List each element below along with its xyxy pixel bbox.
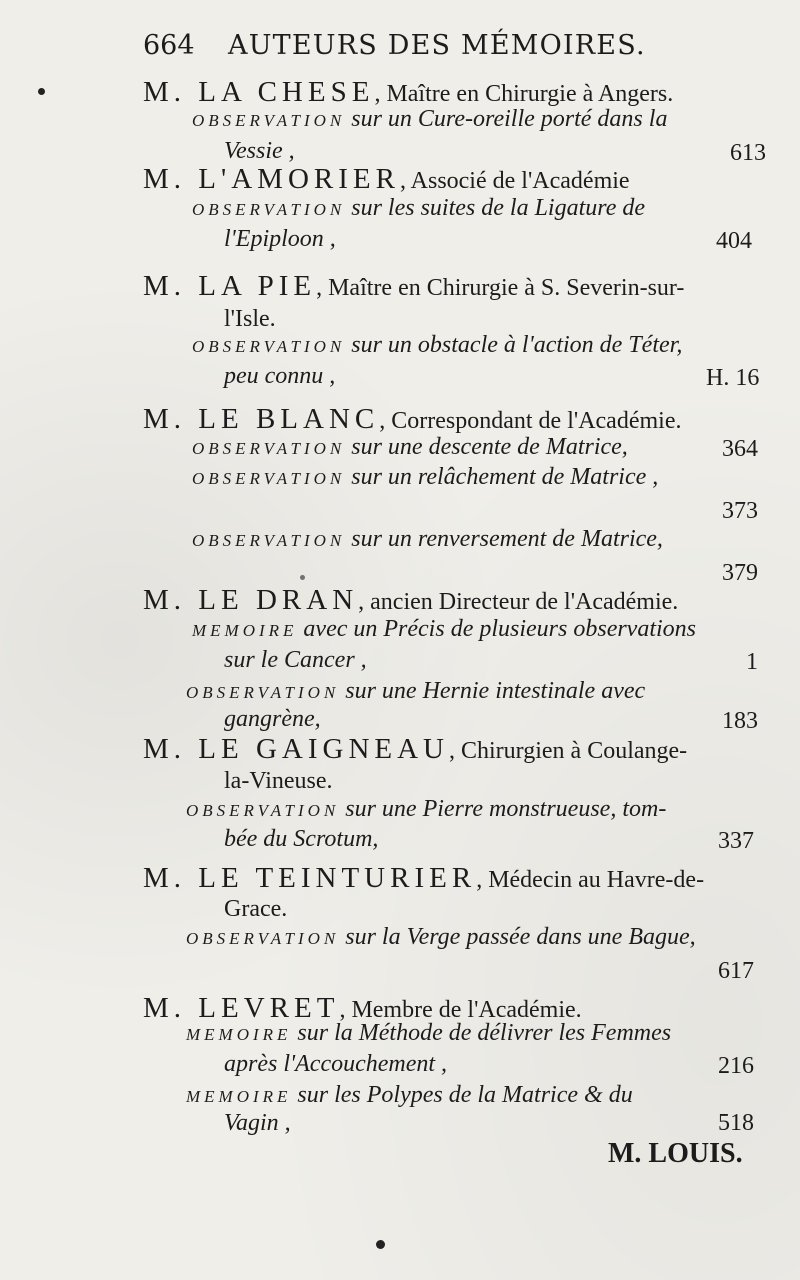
work-kind: MEMOIRE xyxy=(192,621,298,640)
work-title: OBSERVATION sur un relâchement de Matrice , xyxy=(192,464,659,490)
author-entry xyxy=(143,76,673,109)
page-reference: 404 xyxy=(716,228,752,254)
work-title-continued: peu connu , xyxy=(224,363,336,389)
work-kind: OBSERVATION xyxy=(192,337,346,356)
page-reference: 613 xyxy=(730,140,766,166)
page-number: 664 xyxy=(143,30,195,61)
author-description: , Chirurgien à Coulange- xyxy=(449,738,688,764)
work-title-continued: l'Epiploon , xyxy=(224,226,336,252)
work-kind: MEMOIRE xyxy=(186,1025,292,1044)
work-title: OBSERVATION sur une Pierre monstrueuse, tom- xyxy=(186,796,667,822)
work-title: OBSERVATION sur les suites de la Ligature de xyxy=(192,195,645,221)
author-entry xyxy=(143,862,704,895)
work-kind: OBSERVATION xyxy=(192,531,346,550)
author-name: M. LE GAIGNEAU xyxy=(143,733,449,765)
page-reference: 617 xyxy=(718,958,754,984)
page-reference: 183 xyxy=(722,708,758,734)
page-reference: 518 xyxy=(718,1110,754,1136)
work-title-continued: gangrène, xyxy=(224,706,321,732)
author-description: , Maître en Chirurgie à Angers. xyxy=(374,81,674,107)
author-description: , Correspondant de l'Académie. xyxy=(379,408,682,434)
author-name: M. LA CHESE xyxy=(143,76,375,108)
work-title: MEMOIRE avec un Précis de plusieurs observations xyxy=(192,616,697,642)
work-title: OBSERVATION sur un obstacle à l'action de Téter, xyxy=(192,332,683,358)
page-header xyxy=(0,30,800,74)
running-title: AUTEURS DES MÉMOIRES. xyxy=(228,30,646,61)
page-reference: 337 xyxy=(718,828,754,854)
page-reference: 1 xyxy=(746,649,758,675)
author-description: , Maître en Chirurgie à S. Severin-sur- xyxy=(316,275,685,301)
ink-spot xyxy=(38,88,45,95)
page-reference: 379 xyxy=(722,560,758,586)
work-title-continued: sur le Cancer , xyxy=(224,647,367,673)
author-name: M. LE BLANC xyxy=(143,403,380,435)
author-description: , Associé de l'Académie xyxy=(399,168,630,194)
page-reference: 364 xyxy=(722,436,758,462)
work-title: OBSERVATION sur la Verge passée dans une Bague, xyxy=(186,924,696,950)
work-title: OBSERVATION sur une descente de Matrice, xyxy=(192,434,628,460)
author-description: , Membre de l'Académie. xyxy=(339,997,582,1023)
work-title-continued: Vessie , xyxy=(224,138,295,164)
work-title: OBSERVATION sur une Hernie intestinale avec xyxy=(186,678,646,704)
work-kind: OBSERVATION xyxy=(186,801,340,820)
work-title: MEMOIRE sur la Méthode de délivrer les Femmes xyxy=(186,1020,672,1046)
work-kind: OBSERVATION xyxy=(192,200,346,219)
work-kind: OBSERVATION xyxy=(186,929,340,948)
signature: M. LOUIS. xyxy=(608,1138,743,1169)
author-name: M. LE DRAN xyxy=(143,584,359,616)
author-description-continued: Grace. xyxy=(224,896,288,922)
author-entry xyxy=(143,403,681,436)
work-kind: OBSERVATION xyxy=(192,111,346,130)
author-name: M. LA PIE xyxy=(143,270,317,302)
page-reference: 373 xyxy=(722,498,758,524)
work-kind: OBSERVATION xyxy=(192,439,346,458)
author-description: , Médecin au Havre-de- xyxy=(476,867,705,893)
author-description: , ancien Directeur de l'Académie. xyxy=(358,589,679,615)
page-reference: 216 xyxy=(718,1053,754,1079)
work-title-continued: Vagin , xyxy=(224,1110,291,1136)
author-entry xyxy=(143,584,678,617)
author-name: M. L'AMORIER xyxy=(143,163,400,195)
ink-spot xyxy=(300,575,305,580)
ink-spot xyxy=(376,1240,385,1249)
work-title-continued: bée du Scrotum, xyxy=(224,826,379,852)
author-name: M. LEVRET xyxy=(143,992,340,1024)
work-kind: OBSERVATION xyxy=(186,683,340,702)
author-description-continued: la-Vineuse. xyxy=(224,768,333,794)
work-kind: MEMOIRE xyxy=(186,1087,292,1106)
author-description-continued: l'Isle. xyxy=(224,306,276,332)
page-reference: H. 16 xyxy=(706,365,760,391)
work-title: MEMOIRE sur les Polypes de la Matrice & du xyxy=(186,1082,633,1108)
work-title: OBSERVATION sur un renversement de Matrice, xyxy=(192,526,663,552)
author-entry xyxy=(143,270,684,303)
author-entry xyxy=(143,163,630,196)
author-name: M. LE TEINTURIER xyxy=(143,862,477,894)
work-title-continued: après l'Accouchement , xyxy=(224,1051,448,1077)
author-entry xyxy=(143,733,687,766)
work-title: OBSERVATION sur un Cure-oreille porté dans la xyxy=(192,106,668,132)
work-kind: OBSERVATION xyxy=(192,469,346,488)
